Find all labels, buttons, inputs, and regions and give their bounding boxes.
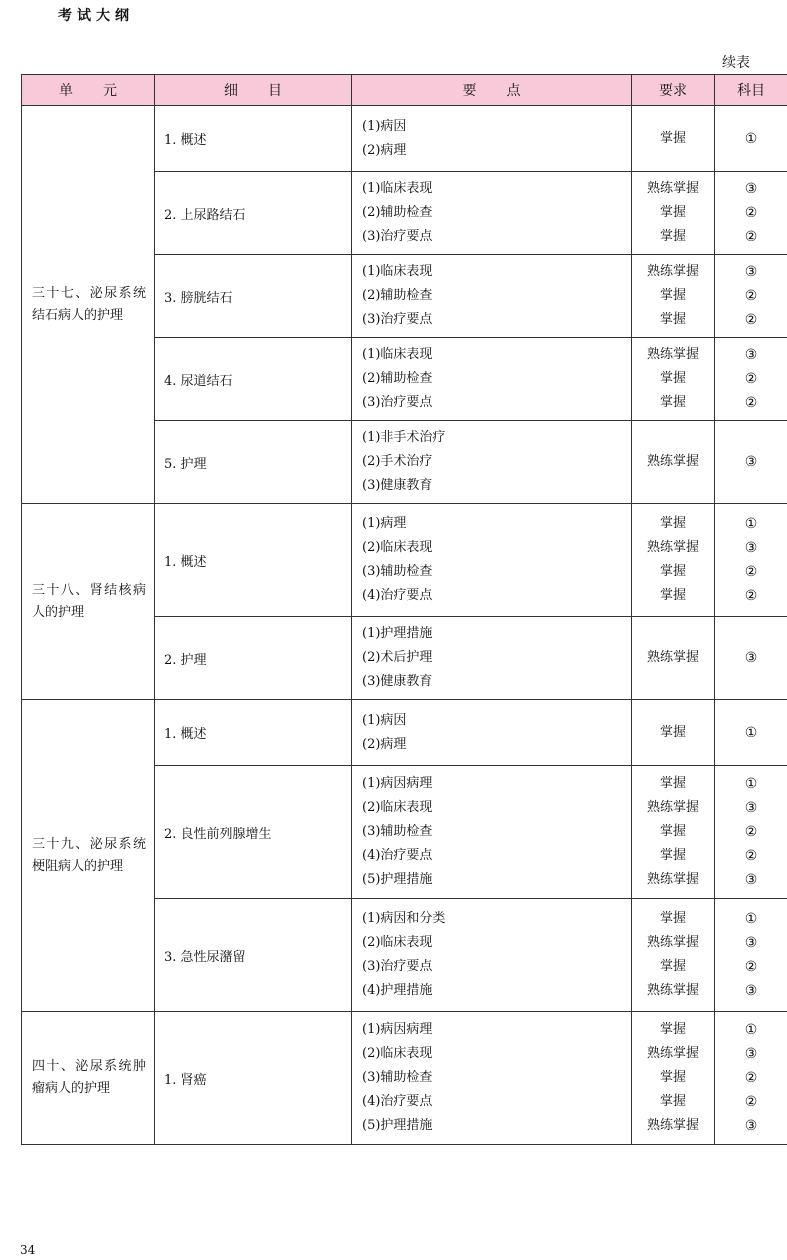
cell-line: ① [744,130,758,147]
header-row [22,75,787,106]
cell-line: ③ [744,1046,758,1062]
cell-line: 熟练掌握 [646,983,699,998]
item-cell: 3. 急性尿潴留 [155,899,352,1012]
cell-line: (1)病因 [362,118,407,134]
cell-line: ② [744,1094,758,1110]
cell-line: 掌握 [659,1022,686,1037]
cell-line: 掌握 [659,776,686,791]
cell-line: 掌握 [659,564,686,579]
cell-line: ③ [744,540,758,556]
cell-line: (5)护理措施 [362,1118,433,1133]
requirement-cell [632,617,715,700]
cell-line: (2)临床表现 [362,800,433,815]
unit-cell: 三十七、泌尿系统结石病人的护理 [22,106,155,504]
cell-line: 熟练掌握 [646,1118,699,1133]
cell-line: ② [744,1070,758,1086]
cell-line: (2)辅助检查 [362,371,433,386]
subject-cell [715,255,787,338]
cell-line: (1)临床表现 [362,264,433,279]
subject-cell [715,1012,787,1145]
cell-line: 掌握 [659,288,686,303]
header-subject: 科目 [715,75,787,106]
cell-line: 掌握 [659,848,686,863]
cell-line: (1)病理 [362,516,407,531]
item-cell: 5. 护理 [155,421,352,504]
subject-cell [715,421,787,504]
requirement-cell [632,1012,715,1145]
unit-cell: 三十八、肾结核病人的护理 [22,504,155,700]
cell-line: ② [744,959,758,975]
cell-line: (2)临床表现 [362,935,433,950]
cell-line: 熟练掌握 [646,650,699,665]
cell-line: ② [744,312,758,328]
cell-line: ③ [744,454,758,470]
cell-line: ③ [744,800,758,816]
subject-cell [715,106,787,172]
points-cell [352,255,632,338]
item-cell: 1. 概述 [155,504,352,617]
cell-line: ② [744,588,758,604]
cell-line: 掌握 [659,824,686,839]
points-cell [352,338,632,421]
cell-line: ① [744,776,758,792]
cell-line: 熟练掌握 [646,264,699,279]
cell-line: (3)辅助检查 [362,564,433,579]
points-cell [352,899,632,1012]
subject-cell [715,617,787,700]
cell-line: 掌握 [659,516,686,531]
points-cell [352,1012,632,1145]
cell-line: 掌握 [659,371,686,386]
cell-line: (1)病因病理 [362,776,433,791]
cell-line: (2)病理 [362,736,407,752]
cell-line: 熟练掌握 [646,800,699,815]
requirement-cell [632,255,715,338]
cell-line: 掌握 [659,911,686,926]
points-cell [352,700,632,766]
requirement-cell [632,700,715,766]
cell-line: 掌握 [659,959,686,974]
cell-line: 掌握 [659,312,686,327]
item-cell: 3. 膀胱结石 [155,255,352,338]
cell-line: ② [744,848,758,864]
cell-line: 熟练掌握 [646,1046,699,1061]
header-unit: 单元 [22,75,155,106]
requirement-cell [632,172,715,255]
page-header: 考试大纲 [58,8,134,24]
cell-line: ① [744,1022,758,1038]
item-cell: 4. 尿道结石 [155,338,352,421]
cell-line: ③ [744,872,758,888]
cell-line: ② [744,395,758,411]
requirement-cell [632,106,715,172]
cell-line: ③ [744,650,758,666]
cell-line: (2)手术治疗 [362,454,433,469]
cell-line: ② [744,229,758,245]
cell-line: ③ [744,983,758,999]
cell-line: ③ [744,264,758,280]
cell-line: (5)护理措施 [362,872,433,887]
requirement-cell [632,338,715,421]
cell-line: (4)治疗要点 [362,848,433,863]
cell-line: (2)术后护理 [362,650,433,665]
requirement-cell [632,899,715,1012]
cell-line: ② [744,288,758,304]
cell-line: 熟练掌握 [646,347,699,362]
cell-line: (2)临床表现 [362,540,433,555]
cell-line: 掌握 [659,1094,686,1109]
cell-line: ③ [744,935,758,951]
cell-line: ② [744,205,758,221]
cell-line: ③ [744,1118,758,1134]
cell-line: ③ [744,181,758,197]
cell-line: (1)临床表现 [362,347,433,362]
unit-cell: 三十九、泌尿系统梗阻病人的护理 [22,700,155,1012]
cell-line: (2)病理 [362,142,407,158]
cell-line: (2)临床表现 [362,1046,433,1061]
cell-line: ① [744,911,758,927]
cell-line: ① [744,724,758,741]
cell-line: (4)治疗要点 [362,1094,433,1109]
cell-line: (3)健康教育 [362,674,433,689]
cell-line: 掌握 [659,395,686,410]
subject-cell [715,766,787,899]
page-number: 34 [20,1243,36,1257]
subject-cell [715,172,787,255]
subject-cell [715,504,787,617]
table-row [22,1012,787,1145]
cell-line: (3)治疗要点 [362,959,433,974]
item-cell: 1. 概述 [155,700,352,766]
cell-line: 熟练掌握 [646,540,699,555]
points-cell [352,421,632,504]
cell-line: (3)治疗要点 [362,229,433,244]
table-row [22,504,787,617]
requirement-cell [632,504,715,617]
cell-line: ① [744,516,758,532]
cell-line: (2)辅助检查 [362,288,433,303]
cell-line: ② [744,371,758,387]
table-row [22,700,787,766]
header-item: 细目 [155,75,352,106]
subject-cell [715,700,787,766]
cell-line: (3)健康教育 [362,478,433,493]
table-row [22,106,787,172]
cell-line: 熟练掌握 [646,181,699,196]
subject-cell [715,338,787,421]
cell-line: (1)临床表现 [362,181,433,196]
item-cell: 1. 概述 [155,106,352,172]
cell-line: 掌握 [659,1070,686,1085]
item-cell: 2. 良性前列腺增生 [155,766,352,899]
cell-line: 掌握 [659,588,686,603]
cell-line: 掌握 [659,130,686,146]
unit-cell: 四十、泌尿系统肿瘤病人的护理 [22,1012,155,1145]
points-cell [352,106,632,172]
cell-line: (1)非手术治疗 [362,430,446,445]
cell-line: 掌握 [659,724,686,740]
cell-line: (4)护理措施 [362,983,433,998]
continued-label: 续表 [722,55,750,71]
cell-line: ② [744,824,758,840]
cell-line: 熟练掌握 [646,872,699,887]
cell-line: (3)治疗要点 [362,312,433,327]
subject-cell [715,899,787,1012]
cell-line: (3)辅助检查 [362,1070,433,1085]
points-cell [352,504,632,617]
cell-line: 熟练掌握 [646,454,699,469]
item-cell: 1. 肾癌 [155,1012,352,1145]
cell-line: 掌握 [659,229,686,244]
requirement-cell [632,421,715,504]
cell-line: (1)护理措施 [362,626,433,641]
cell-line: (1)病因病理 [362,1022,433,1037]
points-cell [352,172,632,255]
cell-line: (3)治疗要点 [362,395,433,410]
requirement-cell [632,766,715,899]
cell-line: (3)辅助检查 [362,824,433,839]
syllabus-table [21,74,787,1145]
cell-line: 熟练掌握 [646,935,699,950]
cell-line: (2)辅助检查 [362,205,433,220]
cell-line: (1)病因和分类 [362,911,446,926]
cell-line: (1)病因 [362,712,407,728]
cell-line: ③ [744,347,758,363]
cell-line: 掌握 [659,205,686,220]
points-cell [352,766,632,899]
header-requirement: 要求 [632,75,715,106]
cell-line: (4)治疗要点 [362,588,433,603]
cell-line: ② [744,564,758,580]
item-cell: 2. 护理 [155,617,352,700]
item-cell: 2. 上尿路结石 [155,172,352,255]
header-points: 要点 [352,75,632,106]
points-cell [352,617,632,700]
